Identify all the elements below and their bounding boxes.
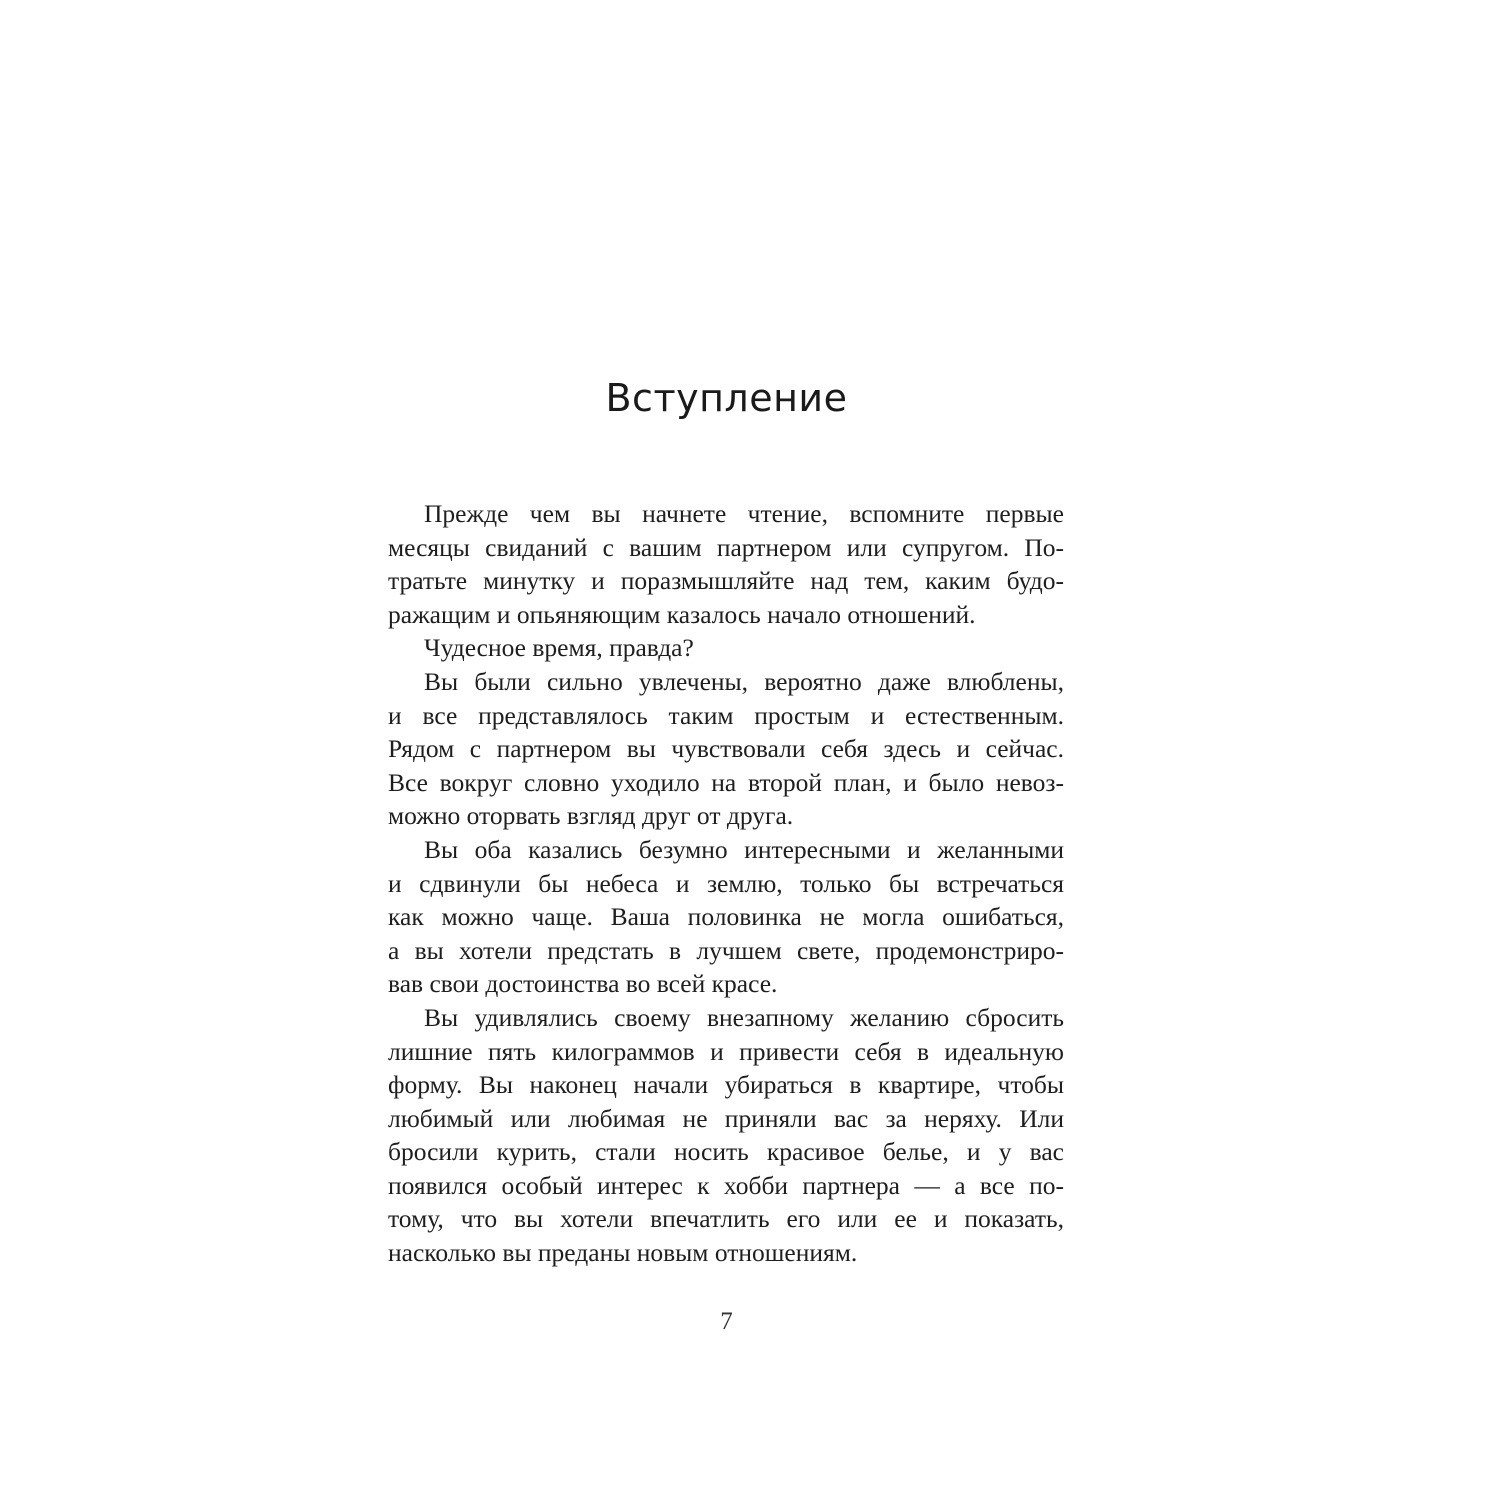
- body-text: [388, 497, 1064, 1270]
- text-line: а вы хотели предстать в лучшем свете, продемонстриро-: [388, 935, 1064, 965]
- text-line: Рядом с партнером вы чувствовали себя здесь и сейчас.: [388, 734, 1064, 764]
- text-line: как можно чаще. Ваша половинка не могла ошибаться,: [388, 902, 1064, 932]
- text-line: тратьте минутку и поразмышляйте над тем, каким будо-: [388, 566, 1064, 596]
- text-line: форму. Вы наконец начали убираться в квартире, чтобы: [388, 1070, 1064, 1100]
- text-line: ражащим и опьяняющим казалось начало отношений.: [388, 599, 976, 629]
- text-line: вав свои достоинства во всей красе.: [388, 969, 778, 999]
- text-line: Вы были сильно увлечены, вероятно даже влюблены,: [424, 666, 1064, 696]
- text-line: и все представлялось таким простым и естественным.: [388, 700, 1064, 730]
- text-line: тому, что вы хотели впечатлить его или ее и показать,: [388, 1204, 1064, 1234]
- text-line: можно оторвать взгляд друг от друга.: [388, 801, 794, 831]
- text-line: Прежде чем вы начнете чтение, вспомните первые: [424, 499, 1064, 528]
- text-line: месяцы свиданий с вашим партнером или супругом. По-: [388, 532, 1064, 562]
- text-line: Чудесное время, правда?: [424, 633, 694, 663]
- text-line: Вы оба казались безумно интересными и желанными: [424, 834, 1064, 864]
- text-line: и сдвинули бы небеса и землю, только бы встречаться: [388, 868, 1064, 898]
- text-line: появился особый интерес к хобби партнера — а все по-: [388, 1170, 1064, 1200]
- text-line: насколько вы преданы новым отношениям.: [388, 1238, 858, 1268]
- chapter-title: Вступление: [605, 376, 848, 420]
- text-line: Вы удивлялись своему внезапному желанию сбросить: [424, 1002, 1064, 1032]
- page-number: 7: [720, 1308, 733, 1335]
- text-line: лишние пять килограммов и привести себя в идеальную: [388, 1036, 1064, 1066]
- text-line: бросили курить, стали носить красивое белье, и у вас: [388, 1137, 1064, 1167]
- text-line: любимый или любимая не приняли вас за неряху. Или: [388, 1103, 1064, 1133]
- text-line: Все вокруг словно уходило на второй план, и было невоз-: [388, 767, 1064, 797]
